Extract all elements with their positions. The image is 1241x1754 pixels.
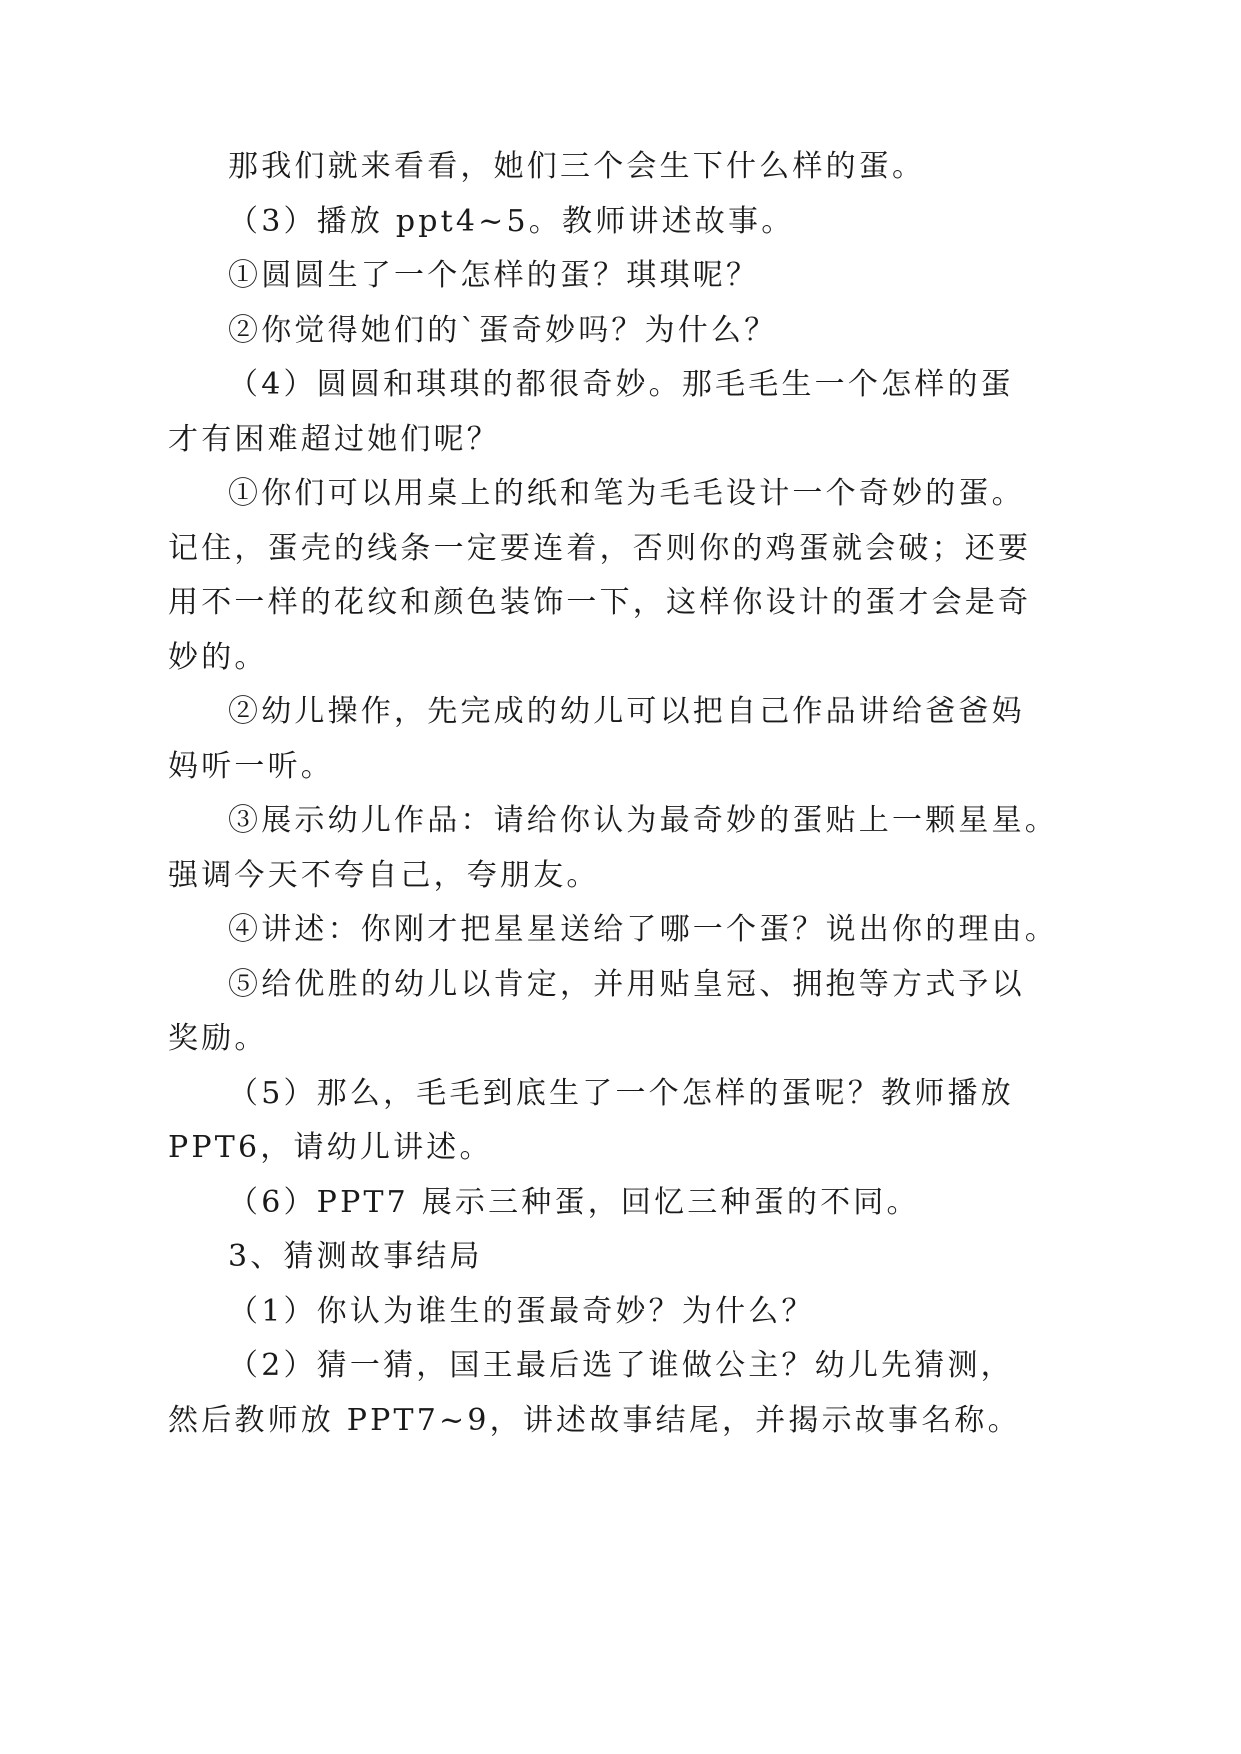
text-line: ⑤给优胜的幼儿以肯定，并用贴皇冠、拥抱等方式予以: [228, 967, 1025, 1002]
text-line: （1）你认为谁生的蛋最奇妙？为什么？: [228, 1294, 815, 1329]
text-line: PPT6，请幼儿讲述。: [168, 1130, 493, 1165]
text-line: ③展示幼儿作品：请给你认为最奇妙的蛋贴上一颗星星。: [228, 803, 1058, 838]
text-line: 才有困难超过她们呢？: [168, 422, 500, 457]
text-line: ②幼儿操作，先完成的幼儿可以把自己作品讲给爸爸妈: [228, 694, 1025, 729]
text-line: （5）那么，毛毛到底生了一个怎样的蛋呢？教师播放: [228, 1076, 1014, 1111]
text-line: ①你们可以用桌上的纸和笔为毛毛设计一个奇妙的蛋。: [228, 476, 1025, 511]
text-line: （4）圆圆和琪琪的都很奇妙。那毛毛生一个怎样的蛋: [228, 367, 1014, 402]
text-line: （3）播放 ppt4~5。教师讲述故事。: [228, 204, 795, 239]
text-line: ④讲述：你刚才把星星送给了哪一个蛋？说出你的理由。: [228, 912, 1058, 947]
text-line: ①圆圆生了一个怎样的蛋？琪琪呢？: [228, 258, 760, 293]
text-line: 强调今天不夸自己，夸朋友。: [168, 858, 600, 893]
text-line: （2）猜一猜，国王最后选了谁做公主？幼儿先猜测，: [228, 1348, 1014, 1383]
text-line: 记住，蛋壳的线条一定要连着，否则你的鸡蛋就会破；还要: [168, 531, 1032, 566]
text-line: 妈听一听。: [168, 749, 334, 784]
text-line: 然后教师放 PPT7~9，讲述故事结尾，并揭示故事名称。: [168, 1403, 1021, 1438]
text-line: 3、猜测故事结局: [228, 1239, 483, 1274]
text-line: 奖励。: [168, 1021, 268, 1056]
text-line: （6）PPT7 展示三种蛋，回忆三种蛋的不同。: [228, 1185, 920, 1220]
text-line: 用不一样的花纹和颜色装饰一下，这样你设计的蛋才会是奇: [168, 585, 1032, 620]
text-line: ②你觉得她们的`蛋奇妙吗？为什么？: [228, 313, 778, 348]
text-line: 妙的。: [168, 640, 268, 675]
text-line: 那我们就来看看，她们三个会生下什么样的蛋。: [228, 149, 926, 184]
